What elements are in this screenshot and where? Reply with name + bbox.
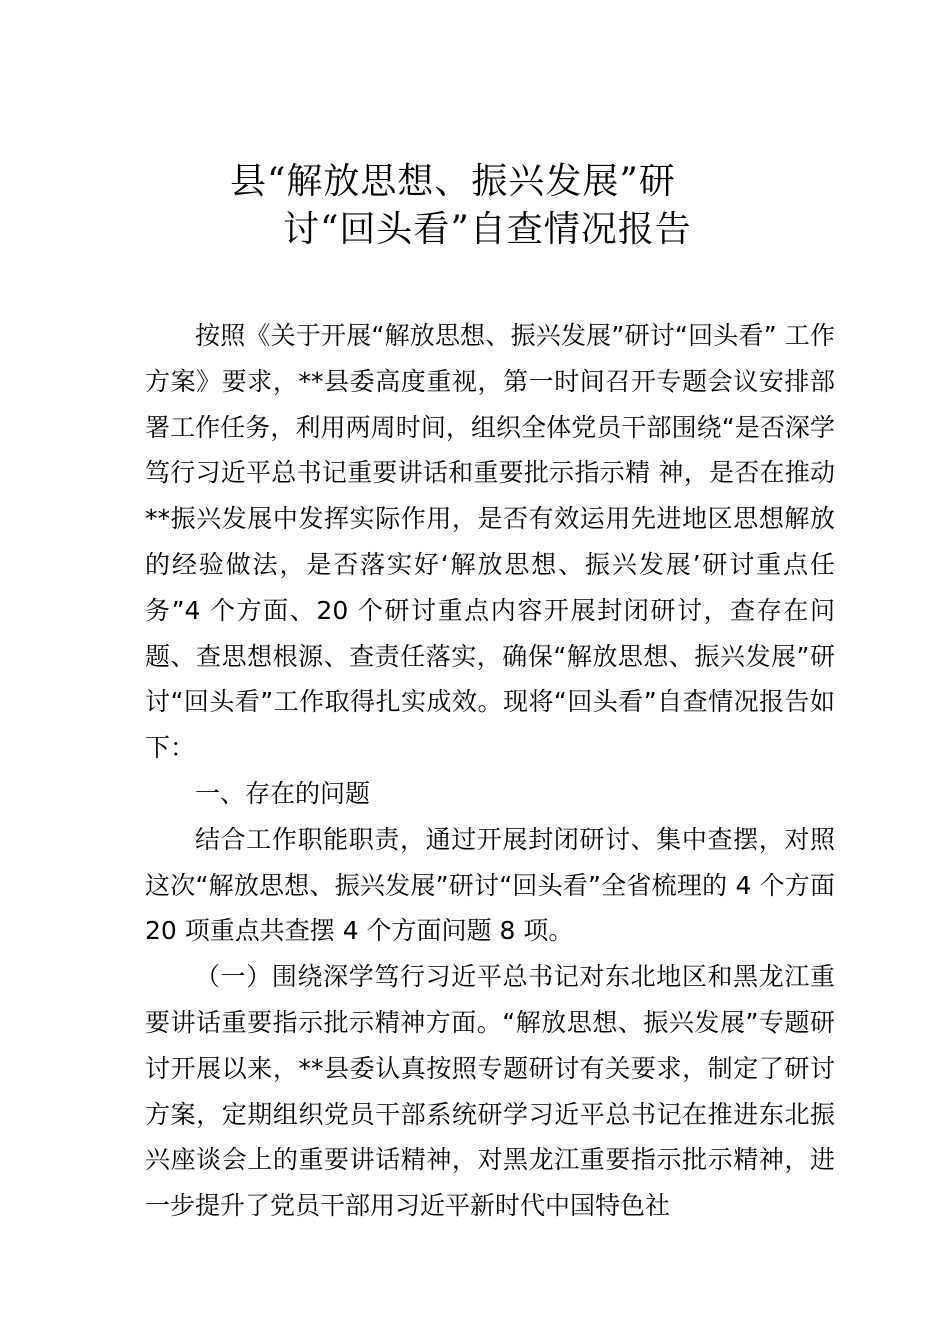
title-line-2: 讨“回头看”自查情况报告 bbox=[283, 209, 692, 250]
document-body bbox=[145, 313, 835, 1229]
title-line-1: 县“解放思想、振兴发展”研 bbox=[230, 161, 676, 202]
subsection-paragraph: （一）围绕深学笃行习近平总书记对东北地区和黑龙江重要讲话重要指示批示精神方面。“解放思想、振兴发展”专题研讨开展以来，**县委认真按照专题研讨有关要求，制定了研讨方案，定期组织党员干部系统研学习近平总书记在推进东北振兴座谈会上的重要讲话精神，对黑龙江重要指示批示精神，进一步提升了党员干部用习近平新时代中国特色社 bbox=[145, 962, 835, 1221]
intro-paragraph: 按照《关于开展“解放思想、振兴发展”研讨“回头看” 工作方案》要求，**县委高度重视，第一时间召开专题会议安排部署工作任务，利用两周时间，组织全体党员干部围绕“是否深学笃行习近平总书记重要讲话和重要批示指示精 神，是否在推动**振兴发展中发挥实际作用，是否有效运用先进地区思想解放的经验做法，是否落实好‘解放思想、振兴发展’研讨重点任务”4 个方面、20 个研讨重点内容开展封闭研讨，查存在问题、查思想根源、查责任落实，确保“解放思想、振兴发展”研讨“回头看”工作取得扎实成效。现将“回头看”自查情况报告如下： bbox=[145, 321, 835, 763]
problem-summary-paragraph: 结合工作职能职责，通过开展封闭研讨、集中查摆，对照这次“解放思想、振兴发展”研讨“回头看”全省梳理的 4 个方面 20 项重点共查摆 4 个方面问题 8 项。 bbox=[145, 824, 835, 946]
document-title bbox=[0, 158, 950, 254]
section-heading: 一、存在的问题 bbox=[195, 778, 371, 808]
